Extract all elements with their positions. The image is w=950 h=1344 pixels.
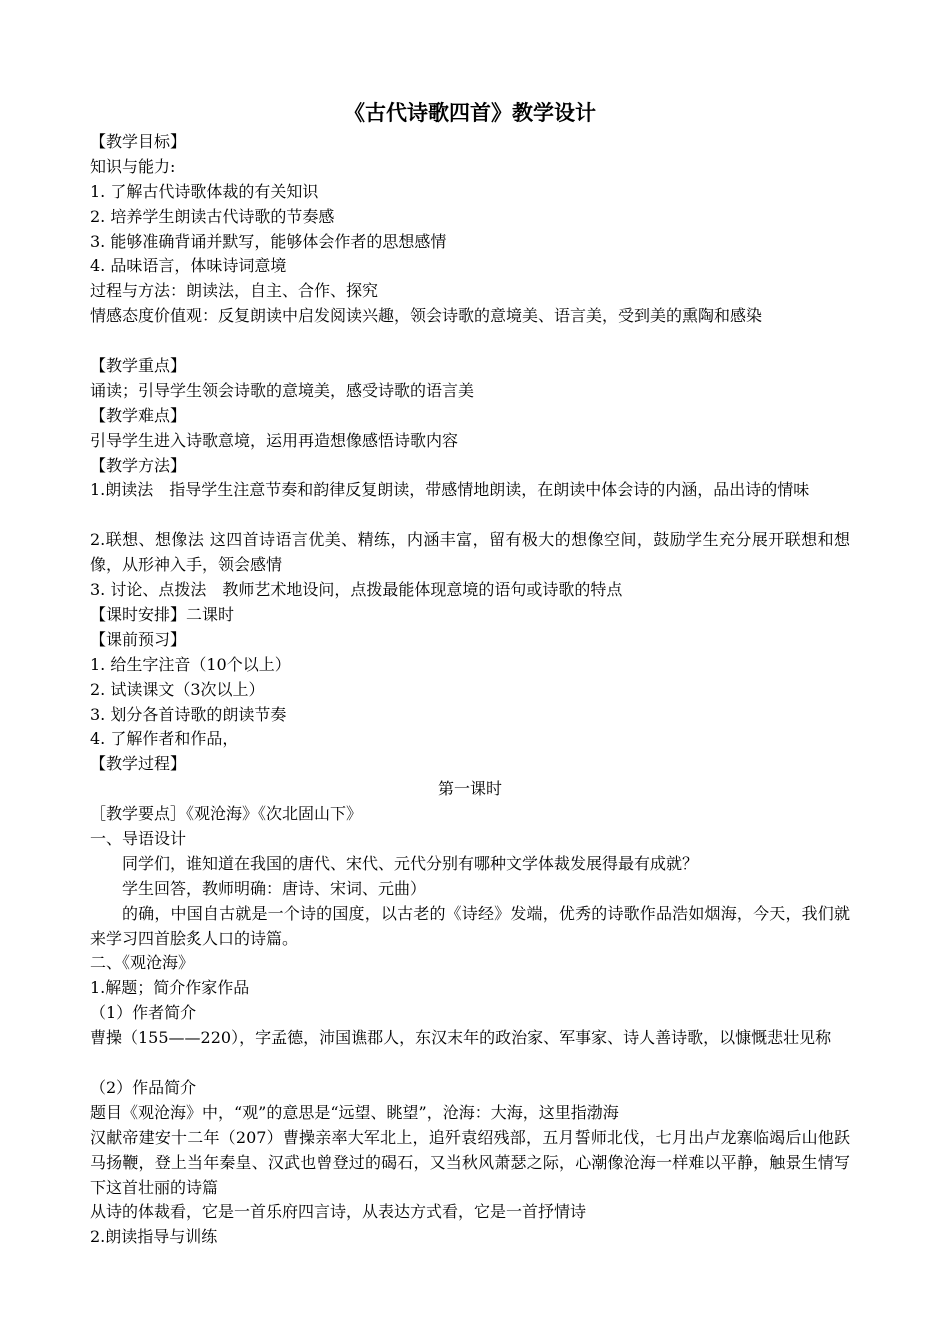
list-item: 2. 试读课文（3次以上） xyxy=(90,679,265,699)
text-line: 3. 讨论、点拨法 教师艺术地设问，点拨最能体现意境的语句或诗歌的特点 xyxy=(90,580,623,600)
text-line: 1.解题；简介作家作品 xyxy=(90,978,250,998)
paragraph: 的确，中国自古就是一个诗的国度，以古老的《诗经》发端，优秀的诗歌作品浩如烟海，今天，我们就来学习四首脍炙人口的诗篇。 xyxy=(90,903,850,948)
text-line: 引导学生进入诗歌意境，运用再造想像感悟诗歌内容 xyxy=(90,430,459,450)
list-item: 2. 培养学生朗读古代诗歌的节奏感 xyxy=(90,206,335,226)
document-page xyxy=(90,96,850,1250)
section-heading-methods: 【教学方法】 xyxy=(90,455,187,475)
subsection-heading: 一、导语设计 xyxy=(90,828,187,848)
text-line: 诵读；引导学生领会诗歌的意境美，感受诗歌的语言美 xyxy=(90,380,475,400)
section-heading-difficulties: 【教学难点】 xyxy=(90,405,187,425)
text-line: 过程与方法：朗读法，自主、合作、探究 xyxy=(90,281,379,301)
subsection-heading: 二、《观沧海》 xyxy=(90,953,195,973)
list-item: 1. 了解古代诗歌体裁的有关知识 xyxy=(90,181,319,201)
text-line: 题目《观沧海》中，“观”的意思是“远望、眺望”，沧海：大海，这里指渤海 xyxy=(90,1102,619,1122)
text-line: 2.朗读指导与训练 xyxy=(90,1227,218,1247)
lesson-heading: 第一课时 xyxy=(437,779,502,799)
section-heading-preview: 【课前预习】 xyxy=(90,629,187,649)
text-line: ［教学要点］《观沧海》《次北固山下》 xyxy=(90,804,363,824)
list-item: 3. 划分各首诗歌的朗读节奏 xyxy=(90,704,287,724)
text-line: （1）作者简介 xyxy=(90,1003,197,1023)
text-line: 学生回答，教师明确：唐诗、宋词、元曲） xyxy=(122,878,427,898)
section-heading-key-points: 【教学重点】 xyxy=(90,356,187,376)
section-heading-schedule: 【课时安排】二课时 xyxy=(90,604,235,624)
list-item: 1. 给生字注音（10个以上） xyxy=(90,654,291,674)
section-heading-objectives: 【教学目标】 xyxy=(90,132,187,151)
paragraph: 2.联想、想像法 这四首诗语言优美、精练，内涵丰富，留有极大的想像空间，鼓励学生充分展开联想和想像，从形神入手，领会感情 xyxy=(90,530,850,575)
paragraph: 情感态度价值观：反复朗读中启发阅读兴趣，领会诗歌的意境美、语言美，受到美的熏陶和感染 xyxy=(90,306,763,326)
text-line: 从诗的体裁看，它是一首乐府四言诗，从表达方式看，它是一首抒情诗 xyxy=(90,1202,587,1222)
text-line: 知识与能力: xyxy=(90,156,176,176)
list-item: 4. 品味语言，体味诗词意境 xyxy=(90,256,287,276)
list-item: 3. 能够准确背诵并默写，能够体会作者的思想感情 xyxy=(90,231,447,251)
text-line: 同学们，谁知道在我国的唐代、宋代、元代分别有哪种文学体裁发展得最有成就？ xyxy=(122,853,699,873)
section-heading-process: 【教学过程】 xyxy=(90,754,187,774)
document-title: 《古代诗歌四首》教学设计 xyxy=(344,101,596,125)
paragraph: 曹操（155——220），字孟德，沛国谯郡人，东汉末年的政治家、军事家、诗人善诗歌，以慷慨悲壮见称 xyxy=(90,1028,832,1048)
text-line: （2）作品简介 xyxy=(90,1077,197,1097)
list-item: 4. 了解作者和作品， xyxy=(90,729,239,749)
paragraph: 汉献帝建安十二年（207）曹操亲率大军北上，追歼袁绍残部，五月誓师北伐，七月出卢龙寨临竭后山他跃马扬鞭，登上当年秦皇、汉武也曾登过的碣石，又当秋风萧瑟之际，心潮像沧海一样难以平静，触景生情写下这首壮丽的诗篇 xyxy=(90,1127,850,1197)
paragraph: 1.朗读法 指导学生注意节奏和韵律反复朗读，带感情地朗读，在朗读中体会诗的内涵，品出诗的情味 xyxy=(90,480,810,500)
